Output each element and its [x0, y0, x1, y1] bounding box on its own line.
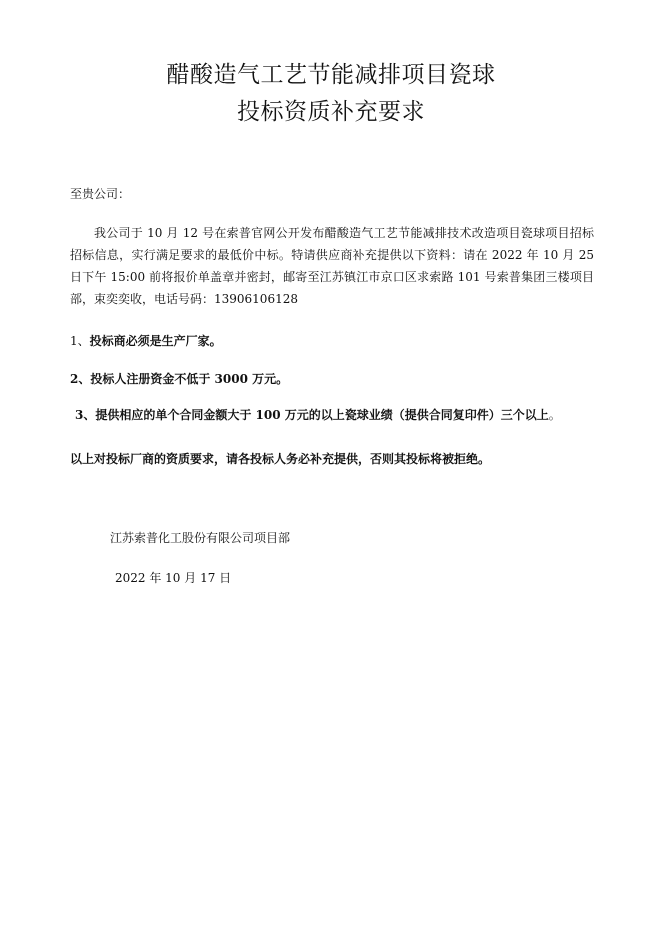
signature-company: 江苏索普化工股份有限公司项目部 [110, 531, 291, 545]
requirement-2 [70, 370, 288, 388]
document-title-line1: 醋酸造气工艺节能减排项目瓷球 [166, 62, 496, 88]
requirement-2-text: 2、投标人注册资金不低于 3000 万元。 [70, 372, 289, 386]
requirement-1-text: 投标商必须是生产厂家。 [89, 334, 222, 348]
closing-statement-text: 以上对投标厂商的资质要求，请各投标人务必补充提供，否则其投标将被拒绝。 [70, 452, 491, 466]
closing-statement [70, 450, 490, 468]
salutation: 至贵公司： [70, 187, 131, 201]
requirement-3-text: 3、提供相应的单个合同金额大于 100 万元的以上瓷球业绩（提供合同复印件）三个以上 [75, 408, 549, 422]
requirement-1-number: 1、 [70, 334, 90, 348]
signature-date: 2022 年 10 月 17 日 [115, 571, 232, 585]
requirement-3-period: 。 [548, 408, 561, 422]
body-paragraph: 我公司于 10 月 12 号在索普官网公开发布醋酸造气工艺节能减排技术改造项目瓷球项目招标招标信息，实行满足要求的最低价中标。特请供应商补充提供以下资料：请在 2022 年 10 月 25 日下午 15:00 前将报价单盖章并密封，邮寄至江苏镇江市京口区求索路 101 号索普集团三楼项目部，束奕奕收，电话号码：13906106128 [70, 226, 594, 306]
document-title-line2: 投标资质补充要求 [237, 99, 425, 125]
requirement-1 [70, 332, 222, 350]
requirement-3 [75, 406, 561, 424]
